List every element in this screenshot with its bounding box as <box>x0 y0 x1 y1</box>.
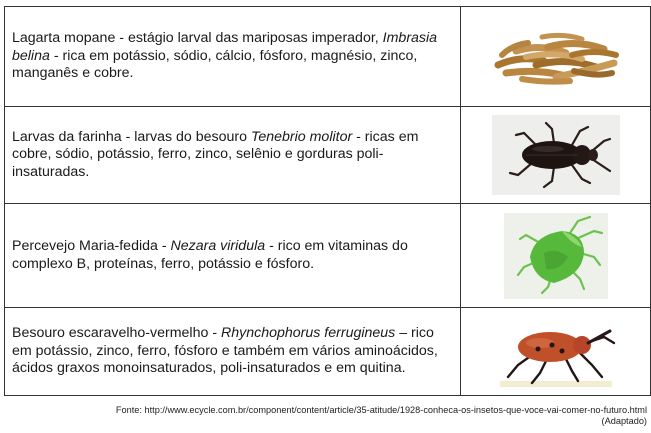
darkling-beetle-image <box>492 115 620 195</box>
insect-name: Lagarta mopane <box>12 30 116 47</box>
description-text: - larvas do besouro <box>121 128 251 145</box>
image-cell <box>461 107 651 204</box>
insect-name: Besouro escaravelho-vermelho <box>12 325 209 342</box>
mopane-worms-image <box>486 25 626 89</box>
description-cell <box>5 308 461 396</box>
description-cell <box>5 7 461 107</box>
description-cell <box>5 204 461 308</box>
description-cell <box>5 107 461 204</box>
insects-table <box>4 6 651 396</box>
scientific-name: Rhynchophorus ferrugineus <box>220 325 396 342</box>
description-text: - ricas em cobre, sódio, potássio, ferro, zinco, selênio e gorduras poli-insaturadas. <box>12 128 419 180</box>
image-cell <box>461 204 651 308</box>
scientific-name: Tenebrio molitor <box>250 128 353 145</box>
source-url: Fonte: http://www.ecycle.com.br/component/content/article/35-atitude/1928-conheca-os-insetos-que-voce-vai-comer-no-futuro.html <box>115 405 647 415</box>
source-note: (Adaptado) <box>601 416 647 426</box>
insect-name: Percevejo Maria-fedida <box>12 238 158 254</box>
scientific-name: Imbrasia belina <box>12 30 438 64</box>
description-text: - rico em vitaminas do complexo B, proteínas, ferro, potássio e fósforo. <box>12 238 408 272</box>
table-row <box>5 308 651 396</box>
image-cell <box>461 7 651 107</box>
description-text: - estágio larval das mariposas imperador, <box>115 30 383 47</box>
description-text: - rica em potássio, sódio, cálcio, fósforo, magnésio, zinco, manganês e cobre. <box>12 47 418 82</box>
table-row <box>5 7 651 107</box>
table-row <box>5 107 651 204</box>
table-row <box>5 204 651 308</box>
source-citation <box>30 405 647 427</box>
red-palm-weevil-image <box>492 315 620 389</box>
green-stink-bug-image <box>504 213 608 299</box>
image-cell <box>461 308 651 396</box>
scientific-name: Nezara viridula <box>170 238 266 254</box>
description-text: - <box>157 238 171 254</box>
insect-name: Larvas da farinha <box>12 128 122 145</box>
description-text: - <box>208 325 221 342</box>
description-text: – rico em potássio, zinco, ferro, fósforo e também em vários aminoácidos, ácidos graxos monoinsaturados, poli-insaturados e em quitina. <box>12 325 438 377</box>
